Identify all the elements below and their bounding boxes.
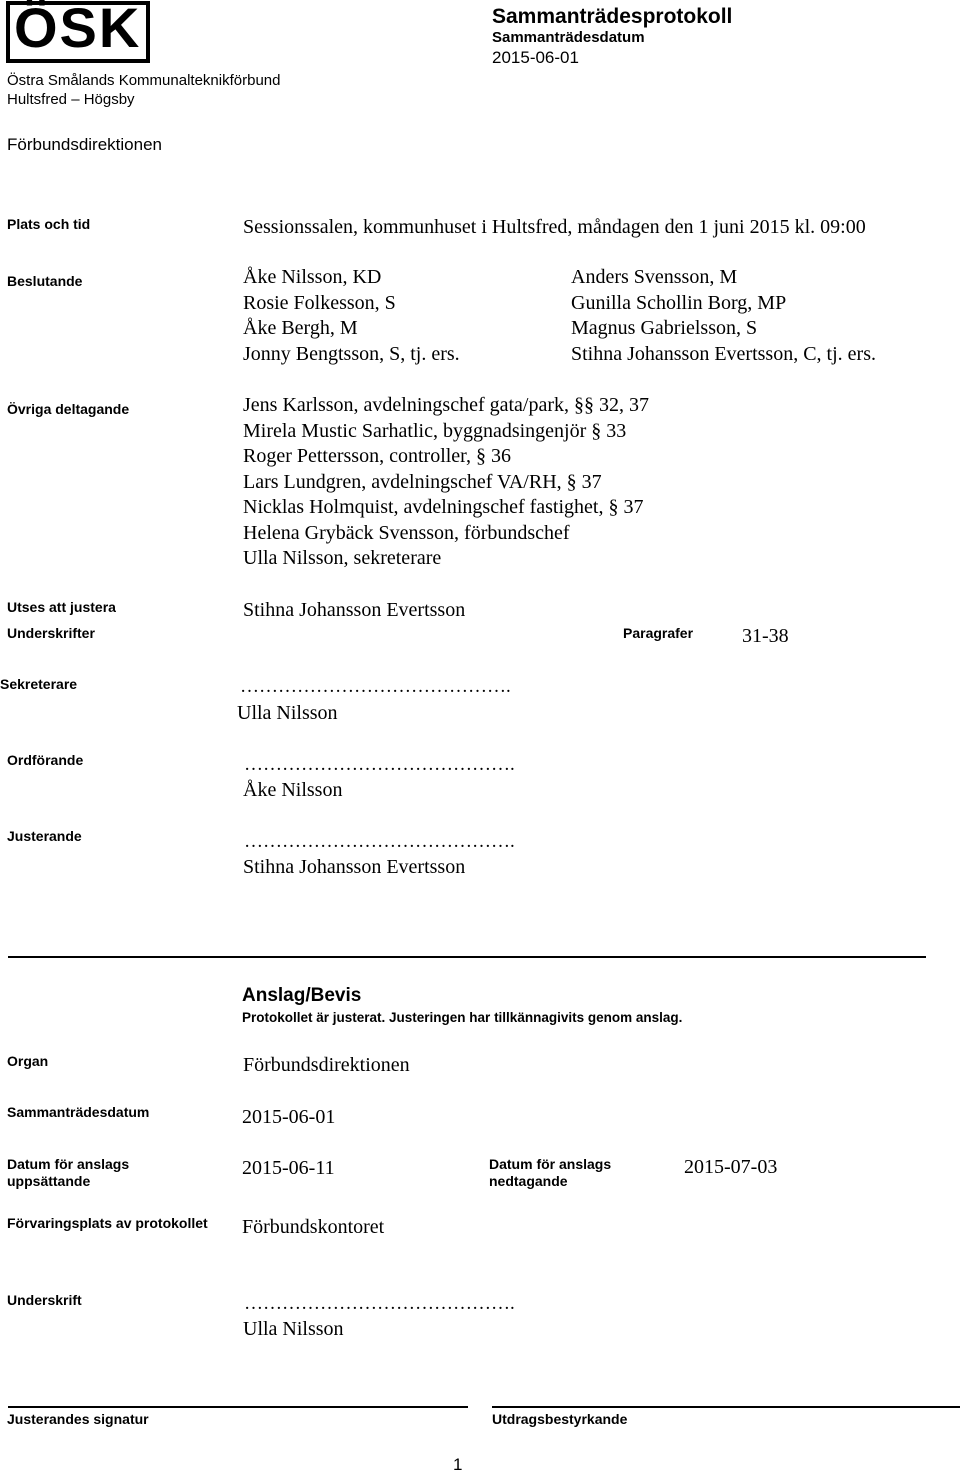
paragraphs-label: Paragrafer	[623, 625, 694, 641]
footer-line-left	[8, 1406, 468, 1408]
deciding-column-1	[243, 265, 460, 367]
header-date-label: Sammanträdesdatum	[492, 29, 645, 46]
header-date-value: 2015-06-01	[492, 48, 579, 67]
deciding-member: Gunilla Schollin Borg, MP	[571, 291, 787, 314]
extract-certifier-label: Utdragsbestyrkande	[492, 1411, 628, 1427]
org-subtitle: Hultsfred – Högsby	[7, 91, 135, 108]
place-label: Plats och tid	[7, 216, 91, 232]
participant: Roger Pettersson, controller, § 36	[243, 445, 512, 467]
deciding-member: Stihna Johansson Evertsson, C, tj. ers.	[571, 342, 876, 365]
removed-date-label-line: nedtagande	[489, 1173, 568, 1189]
adjusters-signature-label: Justerandes signatur	[7, 1411, 149, 1427]
deciding-member: Jonny Bengtsson, S, tj. ers.	[243, 342, 460, 365]
meeting-date-value: 2015-06-01	[242, 1106, 336, 1128]
deciding-member: Anders Svensson, M	[571, 266, 738, 288]
posted-date-label-line: uppsättande	[7, 1173, 91, 1189]
meeting-date-label: Sammanträdesdatum	[7, 1104, 150, 1120]
secretary-label: Sekreterare	[0, 676, 78, 692]
org-name: Östra Smålands Kommunalteknikförbund	[7, 72, 281, 89]
place-value: Sessionssalen, kommunhuset i Hultsfred, måndagen den 1 juni 2015 kl. 09:00	[243, 216, 866, 238]
posted-date-label	[7, 1156, 129, 1190]
notice-title: Anslag/Bevis	[242, 985, 362, 1006]
org-logo-text: ÖSK	[14, 0, 142, 59]
page-number: 1	[453, 1455, 463, 1474]
notice-signature-line: …………………………………….	[244, 1293, 515, 1314]
adjuster-signature-line: …………………………………….	[244, 831, 515, 852]
org-logo	[6, 0, 152, 68]
participant: Mirela Mustic Sarhatlic, byggnadsingenjör § 33	[243, 419, 627, 442]
storage-value: Förbundskontoret	[242, 1216, 385, 1238]
deciding-member: Åke Bergh, M	[243, 317, 358, 339]
body-name: Förbundsdirektionen	[7, 135, 162, 154]
deciding-member: Åke Nilsson, KD	[243, 266, 382, 288]
others-label: Övriga deltagande	[7, 401, 130, 417]
organ-label: Organ	[7, 1053, 49, 1069]
adjuster-appointed-value: Stihna Johansson Evertsson	[243, 599, 466, 621]
deciding-column-2	[571, 265, 876, 367]
section-divider	[8, 956, 926, 958]
organ-value: Förbundsdirektionen	[243, 1054, 410, 1076]
chair-signature-line: …………………………………….	[244, 754, 515, 775]
removed-date-label-line: Datum för anslags	[489, 1156, 612, 1172]
removed-date-value: 2015-07-03	[684, 1156, 778, 1178]
deciding-member: Rosie Folkesson, S	[243, 291, 396, 314]
deciding-label: Beslutande	[7, 273, 83, 289]
notice-subtitle: Protokollet är justerat. Justeringen har tillkännagivits genom anslag.	[242, 1010, 683, 1025]
chair-label: Ordförande	[7, 752, 84, 768]
participant: Nicklas Holmquist, avdelningschef fastighet, § 37	[243, 496, 644, 518]
signatures-label: Underskrifter	[7, 625, 95, 641]
posted-date-value: 2015-06-11	[242, 1157, 335, 1179]
secretary-name: Ulla Nilsson	[237, 702, 338, 724]
adjuster-appointed-label: Utses att justera	[7, 599, 116, 615]
adjuster-name: Stihna Johansson Evertsson	[243, 856, 466, 878]
removed-date-label	[489, 1156, 611, 1190]
footer-line-right	[492, 1406, 960, 1408]
deciding-member: Magnus Gabrielsson, S	[571, 317, 758, 339]
others-list	[243, 393, 649, 572]
adjuster-label: Justerande	[7, 828, 82, 844]
notice-signature-name: Ulla Nilsson	[243, 1318, 344, 1340]
participant: Ulla Nilsson, sekreterare	[243, 547, 442, 569]
posted-date-label-line: Datum för anslags	[7, 1156, 130, 1172]
participant: Jens Karlsson, avdelningschef gata/park, §§ 32, 37	[243, 394, 650, 416]
document-title: Sammanträdesprotokoll	[492, 5, 733, 28]
notice-signature-label: Underskrift	[7, 1292, 82, 1308]
participant: Helena Grybäck Svensson, förbundschef	[243, 521, 570, 544]
paragraphs-value: 31-38	[742, 625, 789, 647]
participant: Lars Lundgren, avdelningschef VA/RH, § 37	[243, 470, 602, 493]
storage-label: Förvaringsplats av protokollet	[7, 1215, 208, 1231]
secretary-signature-line: …………………………………….	[240, 676, 511, 697]
chair-name: Åke Nilsson	[243, 779, 343, 801]
